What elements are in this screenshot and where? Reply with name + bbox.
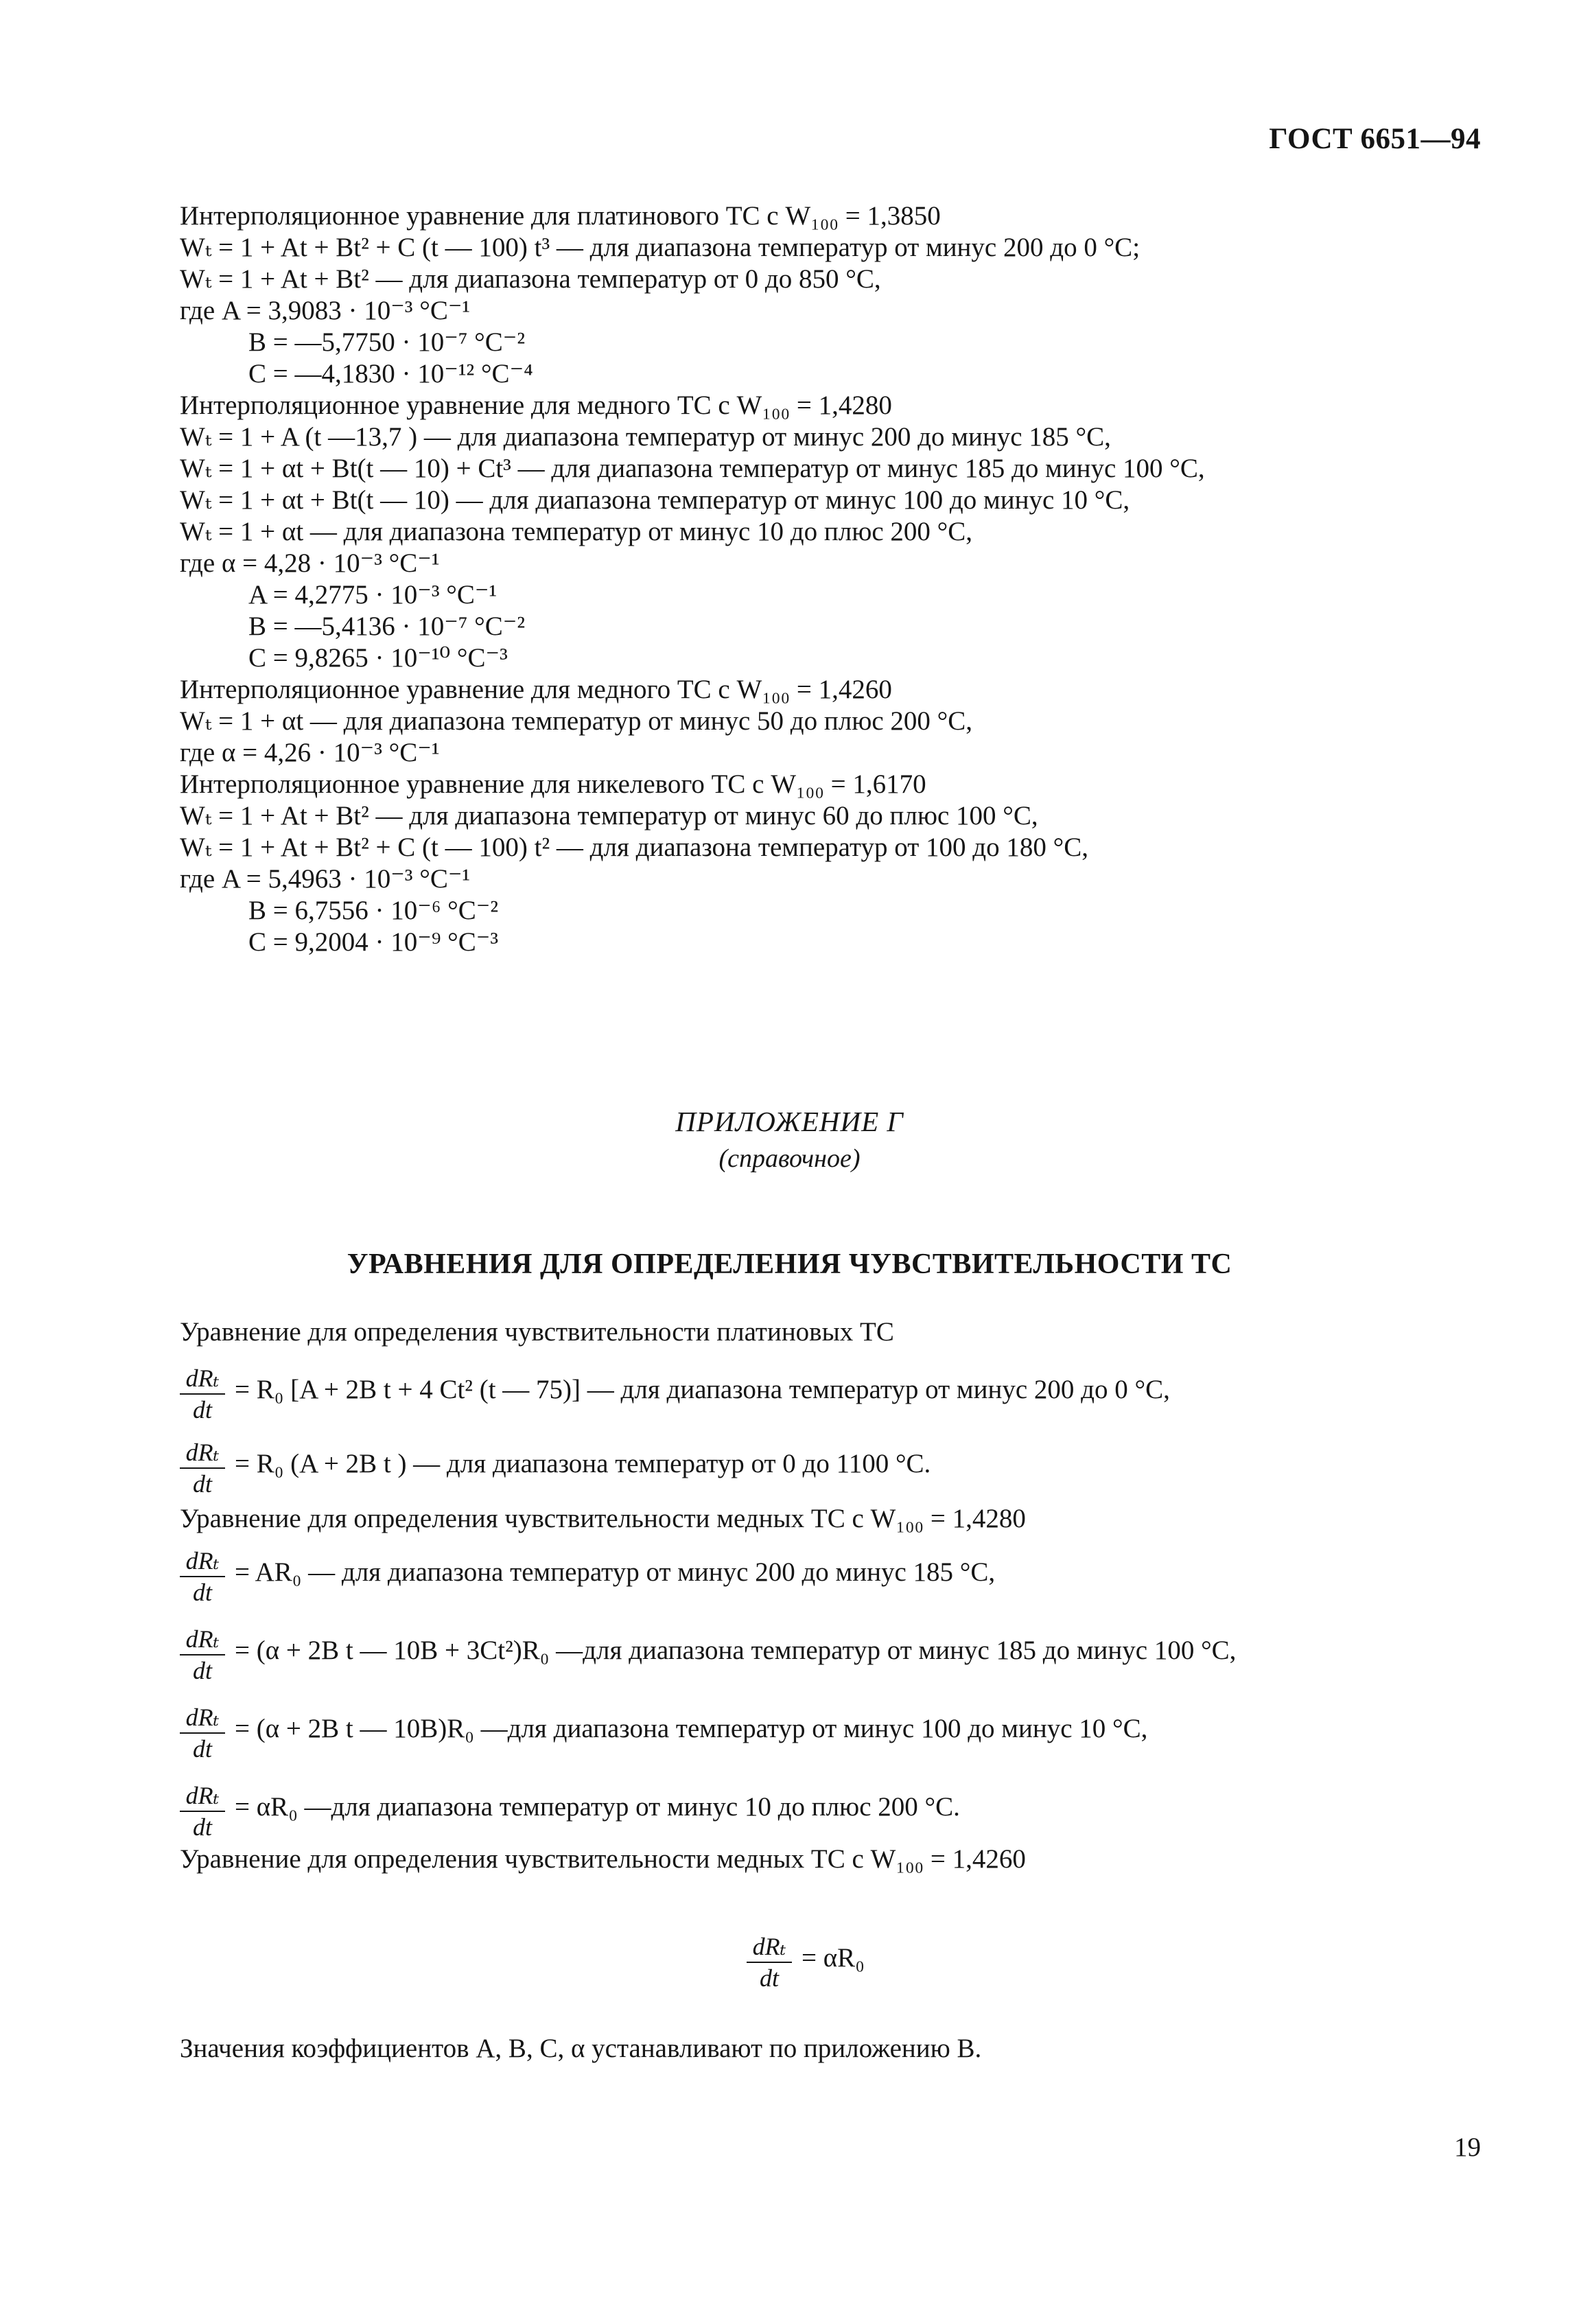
derivative-fraction: [180, 1783, 225, 1839]
fraction-numerator: dRₜ: [180, 1366, 225, 1395]
interp-equation: Wₜ = 1 + αt — для диапазона температур от минус 10 до плюс 200 °С,: [180, 517, 973, 546]
interp-coefficient: C = —4,1830 · 10⁻¹² °С⁻⁴: [248, 359, 533, 388]
interp-equation: Wₜ = 1 + αt — для диапазона температур от минус 50 до плюс 200 °С,: [180, 706, 973, 736]
fraction-denominator: dt: [192, 1735, 212, 1763]
equation-body: = R₀ [A + 2B t + 4 Ct² (t — 75)] — для диапазона температур от минус 200 до 0 °С,: [235, 1375, 1170, 1404]
derivative-fraction: [180, 1705, 225, 1761]
closing-note: Значения коэффициентов A, B, C, α устанавливают по приложению В.: [180, 2034, 982, 2063]
equation-body: = R₀ (A + 2B t ) — для диапазона температур от 0 до 1100 °С.: [235, 1449, 931, 1478]
interp-coefficient: B = —5,4136 · 10⁻⁷ °С⁻²: [248, 612, 526, 641]
derivative-fraction: [180, 1440, 225, 1496]
equation-body: = (α + 2B t — 10B + 3Ct²)R₀ —для диапазона температур от минус 185 до минус 100 °С,: [235, 1636, 1237, 1665]
fraction-denominator: dt: [759, 1964, 779, 1992]
interp-coefficient: где α = 4,28 · 10⁻³ °С⁻¹: [180, 548, 440, 578]
fraction-numerator: dRₜ: [180, 1548, 225, 1577]
interp-equation: Wₜ = 1 + At + Bt² + C (t — 100) t³ — для диапазона температур от минус 200 до 0 °С;: [180, 233, 1141, 262]
interp-heading-copper-2: Интерполяционное уравнение для медного ТС с W₁₀₀ = 1,4260: [180, 675, 892, 704]
fraction-denominator: dt: [192, 1470, 212, 1498]
sensitivity-intro-copper-2: Уравнение для определения чувствительности медных ТС с W₁₀₀ = 1,4260: [180, 1844, 1026, 1874]
interp-equation: Wₜ = 1 + A (t —13,7 ) — для диапазона температур от минус 200 до минус 185 °С,: [180, 422, 1111, 452]
derivative-fraction: [180, 1366, 225, 1422]
document-header-code: ГОСТ 6651—94: [1269, 123, 1481, 155]
interp-equation: Wₜ = 1 + αt + Bt(t — 10) + Ct³ — для диапазона температур от минус 185 до минус 100 °С,: [180, 454, 1205, 483]
fraction-denominator: dt: [192, 1396, 212, 1424]
interp-coefficient: B = 6,7556 · 10⁻⁶ °С⁻²: [248, 896, 499, 925]
fraction-numerator: dRₜ: [180, 1705, 225, 1734]
interp-coefficient: где α = 4,26 · 10⁻³ °С⁻¹: [180, 738, 440, 767]
interp-coefficient: где A = 3,9083 · 10⁻³ °С⁻¹: [180, 296, 471, 325]
equation-body: = αR₀: [802, 1943, 865, 1973]
sensitivity-intro-platinum: Уравнение для определения чувствительности платиновых ТС: [180, 1317, 894, 1347]
interp-coefficient: C = 9,8265 · 10⁻¹⁰ °С⁻³: [248, 643, 508, 673]
fraction-denominator: dt: [192, 1813, 212, 1841]
derivative-fraction: [747, 1934, 792, 1990]
fraction-denominator: dt: [192, 1657, 212, 1684]
fraction-numerator: dRₜ: [180, 1440, 225, 1469]
derivative-fraction: [180, 1627, 225, 1683]
interp-equation: Wₜ = 1 + At + Bt² + C (t — 100) t² — для диапазона температур от 100 до 180 °С,: [180, 833, 1088, 862]
interp-equation: Wₜ = 1 + αt + Bt(t — 10) — для диапазона температур от минус 100 до минус 10 °С,: [180, 485, 1130, 515]
derivative-fraction: [180, 1548, 225, 1605]
interp-heading-platinum: Интерполяционное уравнение для платинового ТС с W₁₀₀ = 1,3850: [180, 201, 941, 231]
interp-heading-copper-1: Интерполяционное уравнение для медного ТС с W₁₀₀ = 1,4280: [180, 391, 892, 420]
equation-body: = AR₀ — для диапазона температур от минус 200 до минус 185 °С,: [235, 1557, 996, 1587]
interp-coefficient: A = 4,2775 · 10⁻³ °С⁻¹: [248, 580, 498, 609]
fraction-numerator: dRₜ: [747, 1934, 792, 1963]
interp-coefficient: где A = 5,4963 · 10⁻³ °С⁻¹: [180, 864, 471, 894]
appendix-subtitle: (справочное): [718, 1144, 861, 1173]
page-number: 19: [1454, 2133, 1481, 2162]
sensitivity-intro-copper-1: Уравнение для определения чувствительности медных ТС с W₁₀₀ = 1,4280: [180, 1504, 1026, 1533]
fraction-numerator: dRₜ: [180, 1627, 225, 1655]
fraction-numerator: dRₜ: [180, 1783, 225, 1812]
equation-body: = αR₀ —для диапазона температур от минус 10 до плюс 200 °С.: [235, 1792, 960, 1822]
interp-equation: Wₜ = 1 + At + Bt² — для диапазона температур от минус 60 до плюс 100 °С,: [180, 801, 1038, 830]
equation-body: = (α + 2B t — 10B)R₀ —для диапазона температур от минус 100 до минус 10 °С,: [235, 1714, 1148, 1743]
interp-equation: Wₜ = 1 + At + Bt² — для диапазона температур от 0 до 850 °С,: [180, 264, 881, 294]
section-title: УРАВНЕНИЯ ДЛЯ ОПРЕДЕЛЕНИЯ ЧУВСТВИТЕЛЬНОСТИ ТС: [347, 1248, 1232, 1280]
interp-coefficient: C = 9,2004 · 10⁻⁹ °С⁻³: [248, 927, 499, 957]
fraction-denominator: dt: [192, 1579, 212, 1606]
appendix-title: ПРИЛОЖЕНИЕ Г: [675, 1106, 904, 1137]
interp-heading-nickel: Интерполяционное уравнение для никелевого ТС с W₁₀₀ = 1,6170: [180, 769, 926, 799]
interp-coefficient: B = —5,7750 · 10⁻⁷ °С⁻²: [248, 327, 526, 357]
